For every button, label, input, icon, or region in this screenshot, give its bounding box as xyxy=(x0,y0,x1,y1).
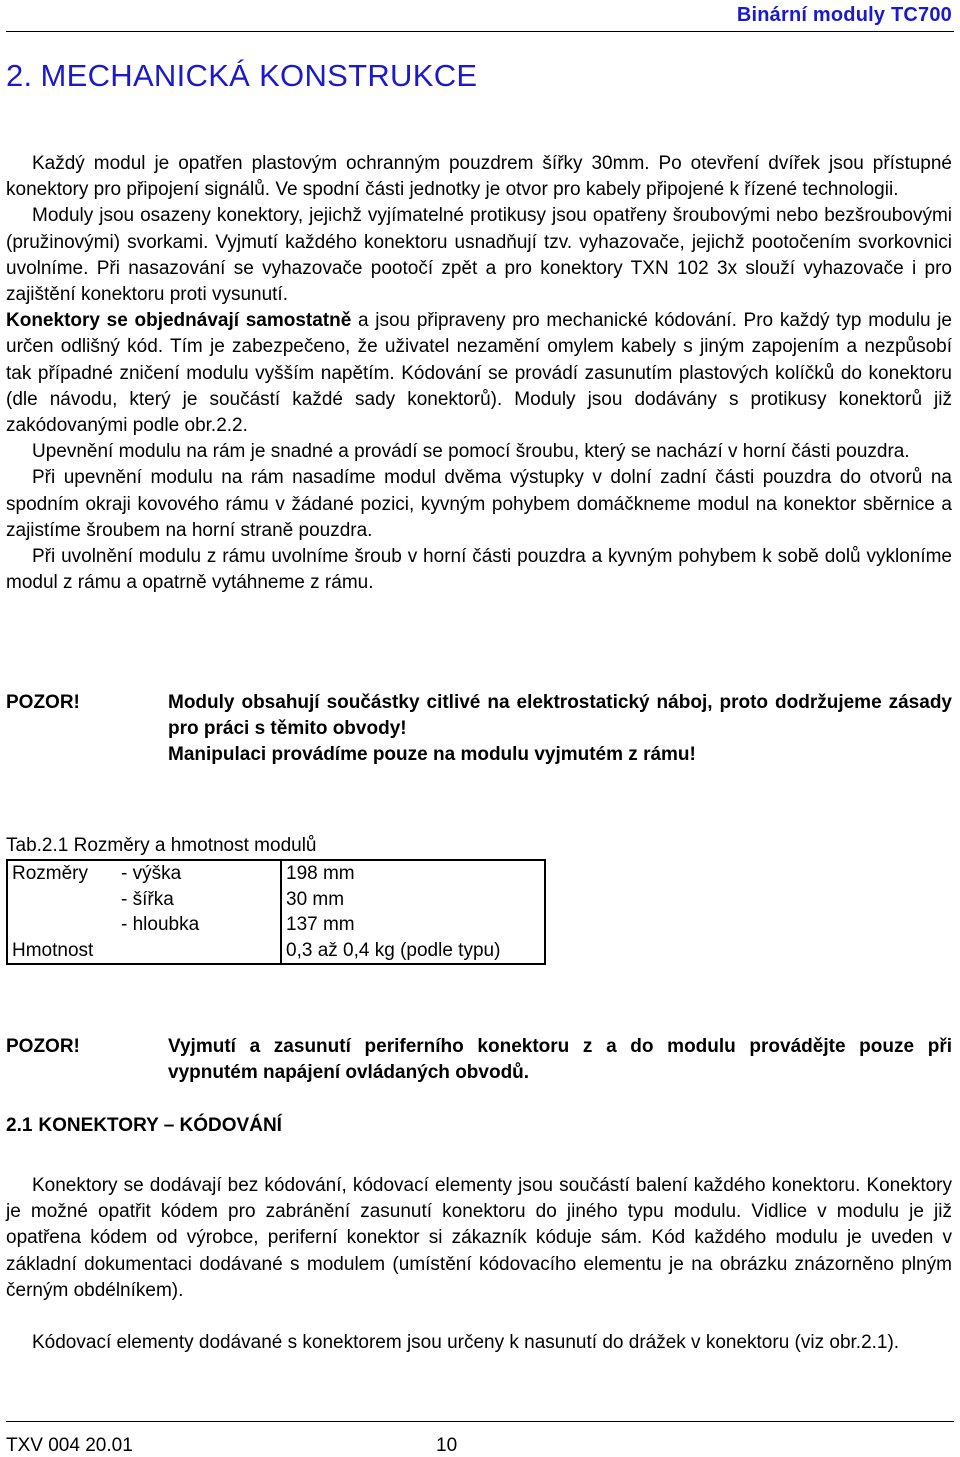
table-row xyxy=(7,887,545,913)
table-cell xyxy=(7,887,117,913)
warning-text xyxy=(168,690,952,769)
paragraph-1: Každý modul je opatřen plastovým ochranným pouzdrem šířky 30mm. Po otevření dvířek jsou přístupné konektory pro připojení signálů. Ve spodní části jednotky je otvor pro kabely připojené k řízené technologii. xyxy=(6,153,952,201)
footer-doc-id: TXV 004 20.01 xyxy=(6,1435,133,1456)
footer-divider xyxy=(6,1421,954,1422)
paragraph-2a: Moduly jsou osazeny konektory, jejichž vyjímatelné protikusy jsou opatřeny šroubovými nebo bezšroubovými (pružinovými) svorkami. Vyjmutí každého konektoru usnadňují tzv. vyhazovače, jejichž pootočením svorkovnici uvolníme. Při nasazování se vyhazovače pootočí zpět a pro konektory TXN 102 3x slouží vyhazovače i pro zajištění konektoru proti vysunutí. xyxy=(6,205,952,306)
paragraph-4: Při upevnění modulu na rám nasadíme modul dvěma výstupky v dolní zadní části pouzdra do otvorů na spodním okraji kovového rámu v žádané pozici, kyvným pohybem domáčkneme modul na konektor sběrnice a zajistíme šroubem na horní straně pouzdra. xyxy=(6,467,952,541)
paragraph-2-rest: a jsou připraveny pro mechanické kódování. Pro každý typ modulu je určen odlišný kód. Tím je zabezpečeno, že uživatel nezamění omylem kabely s jiným zapojením a nezpůsobí tak případné zničení modulu vyšším napětím. Kódování se provádí zasunutím plastových kolíčků do konektoru (dle návodu, který je součástí každé sady konektorů). Moduly jsou dodávány s protikusy konektorů již zakódovanými podle obr.2.2. xyxy=(6,310,952,437)
table-cell: 137 mm xyxy=(281,912,545,938)
paragraph-2b xyxy=(6,308,952,439)
chapter-title: MECHANICKÁ KONSTRUKCE xyxy=(40,58,478,93)
paragraph-5: Při uvolnění modulu z rámu uvolníme šroub v horní části pouzdra a kyvným pohybem k sobě dolů vykloníme modul z rámu a opatrně vytáhneme z rámu. xyxy=(6,546,952,594)
warning-esd xyxy=(6,690,952,769)
warning-line-2: Manipulaci provádíme pouze na modulu vyjmutém z rámu! xyxy=(168,744,696,766)
table-cell: - šířka xyxy=(121,888,174,910)
paragraph-2-bold: Konektory se objednávají samostatně xyxy=(6,310,352,332)
warning-label: POZOR! xyxy=(6,1036,80,1057)
table-row xyxy=(7,938,545,965)
warning-connector xyxy=(6,1034,952,1086)
warning-label: POZOR! xyxy=(6,692,80,713)
table-cell xyxy=(7,912,117,938)
section-heading xyxy=(6,1115,282,1137)
section-title: KONEKTORY – KÓDOVÁNÍ xyxy=(38,1115,282,1136)
warning-text: Vyjmutí a zasunutí periferního konektoru z a do modulu provádějte pouze při vypnutém napájení ovládaných obvodů. xyxy=(168,1036,952,1084)
table-cell xyxy=(117,938,281,965)
table-cell: Hmotnost xyxy=(12,939,94,961)
warning-line-1: Moduly obsahují součástky citlivé na elektrostatický náboj, proto dodržujeme zásady pro práci s těmito obvody! xyxy=(168,692,952,740)
section-paragraph-2: Kódovací elementy dodávané s konektorem jsou určeny k nasunutí do drážek v konektoru (viz obr.2.1). xyxy=(32,1332,900,1354)
dimensions-table xyxy=(6,859,546,965)
header-title: Binární moduly TC700 xyxy=(736,4,952,26)
table-cell: Rozměry xyxy=(12,863,89,884)
footer xyxy=(6,1435,457,1457)
table-cell: - výška xyxy=(121,863,182,884)
header-divider xyxy=(6,31,954,32)
chapter-number: 2. xyxy=(6,58,33,93)
table-caption: Tab.2.1 Rozměry a hmotnost modulů xyxy=(6,835,317,856)
table-row xyxy=(7,912,545,938)
table-cell: 30 mm xyxy=(281,887,545,913)
table-cell: 198 mm xyxy=(281,860,545,887)
section-text xyxy=(6,1173,952,1382)
table-row xyxy=(7,860,545,887)
section-paragraph-1: Konektory se dodávají bez kódování, kódovací elementy jsou součástí balení každého konektoru. Konektory je možné opatřit kódem pro zabránění zasunutí konektoru do jiného typu modulu. Vidlice v modulu je již opatřena kódem od výrobce, periferní konektor si zákazník kóduje sám. Kód každého modulu je uveden v základní dokumentaci dodávané s modulem (umístění kódovacího elementu je na obrázku znázorněno plným černým obdélníkem). xyxy=(6,1175,952,1301)
table-cell: 0,3 až 0,4 kg (podle typu) xyxy=(281,938,545,965)
page-number: 10 xyxy=(436,1435,458,1456)
table-cell: - hloubka xyxy=(121,914,200,935)
chapter-heading xyxy=(6,58,477,94)
paragraph-3: Upevnění modulu na rám je snadné a provádí se pomocí šroubu, který se nachází v horní části pouzdra. xyxy=(32,441,910,463)
body-text xyxy=(6,151,952,596)
section-number: 2.1 xyxy=(6,1115,33,1136)
